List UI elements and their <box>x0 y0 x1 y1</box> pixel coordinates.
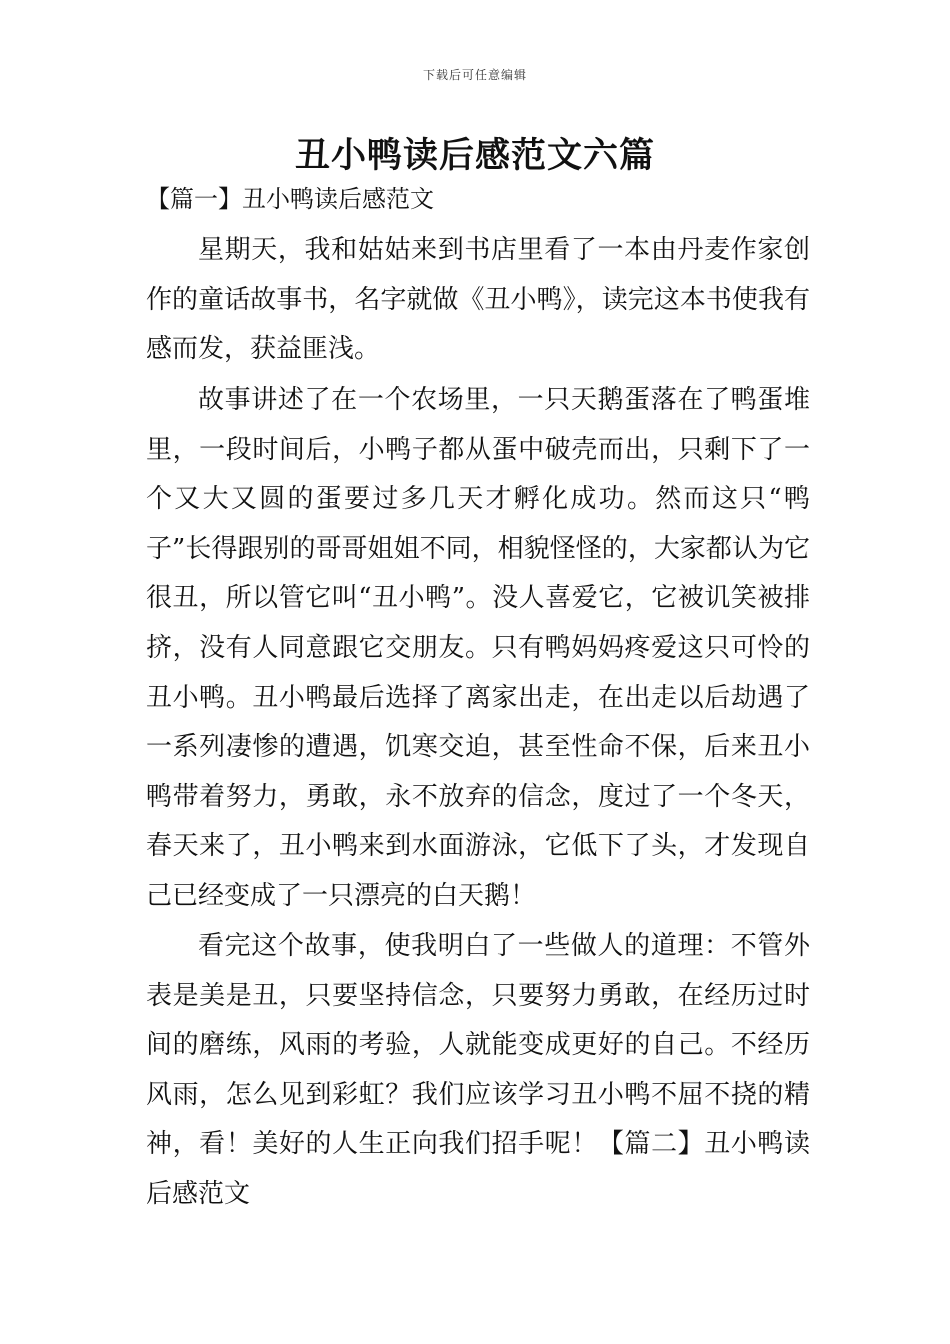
document-title: 丑小鸭读后感范文六篇 <box>294 135 655 176</box>
paragraph-3-text: 看完这个故事，使我明白了一些做人的道理：不管外表是美是丑，只要坚持信念，只要努力勇敢，在经历过时间的磨练，风雨的考验，人就能变成更好的自己。不经历风雨，怎么见到彩虹？我们应该学习丑小鸭不屈不挠的精神，看！美好的人生正向我们招手呢！ <box>146 931 810 1160</box>
body-paragraph-3 <box>146 922 810 1220</box>
page-header-note: 下载后可任意编辑 <box>422 68 527 82</box>
body-paragraph-2: 故事讲述了在一个农场里，一只天鹅蛋落在了鸭蛋堆里，一段时间后，小鸭子都从蛋中破壳而出，只剩下了一个又大又圆的蛋要过多几天才孵化成功。然而这只“鸭子”长得跟别的哥哥姐姐不同，相貌怪怪的，大家都认为它很丑，所以管它叫“丑小鸭”。没人喜爱它，它被讥笑被排挤，没有人同意跟它交朋友。只有鸭妈妈疼爱这只可怜的丑小鸭。丑小鸭最后选择了离家出走，在出走以后劫遇了一系列凄惨的遭遇，饥寒交迫，甚至性命不保，后来丑小鸭带着努力，勇敢，永不放弃的信念，度过了一个冬天，春天来了，丑小鸭来到水面游泳，它低下了头，才发现自己已经变成了一只漂亮的白天鹅！ <box>146 385 810 911</box>
section-heading-2: 【篇二】丑小鸭读后感范文 <box>146 1129 810 1209</box>
body-paragraph-1: 星期天，我和姑姑来到书店里看了一本由丹麦作家创作的童话故事书，名字就做《丑小鸭》，读完这本书使我有感而发，获益匪浅。 <box>146 235 810 365</box>
section-heading-1: 【篇一】丑小鸭读后感范文 <box>146 185 434 213</box>
